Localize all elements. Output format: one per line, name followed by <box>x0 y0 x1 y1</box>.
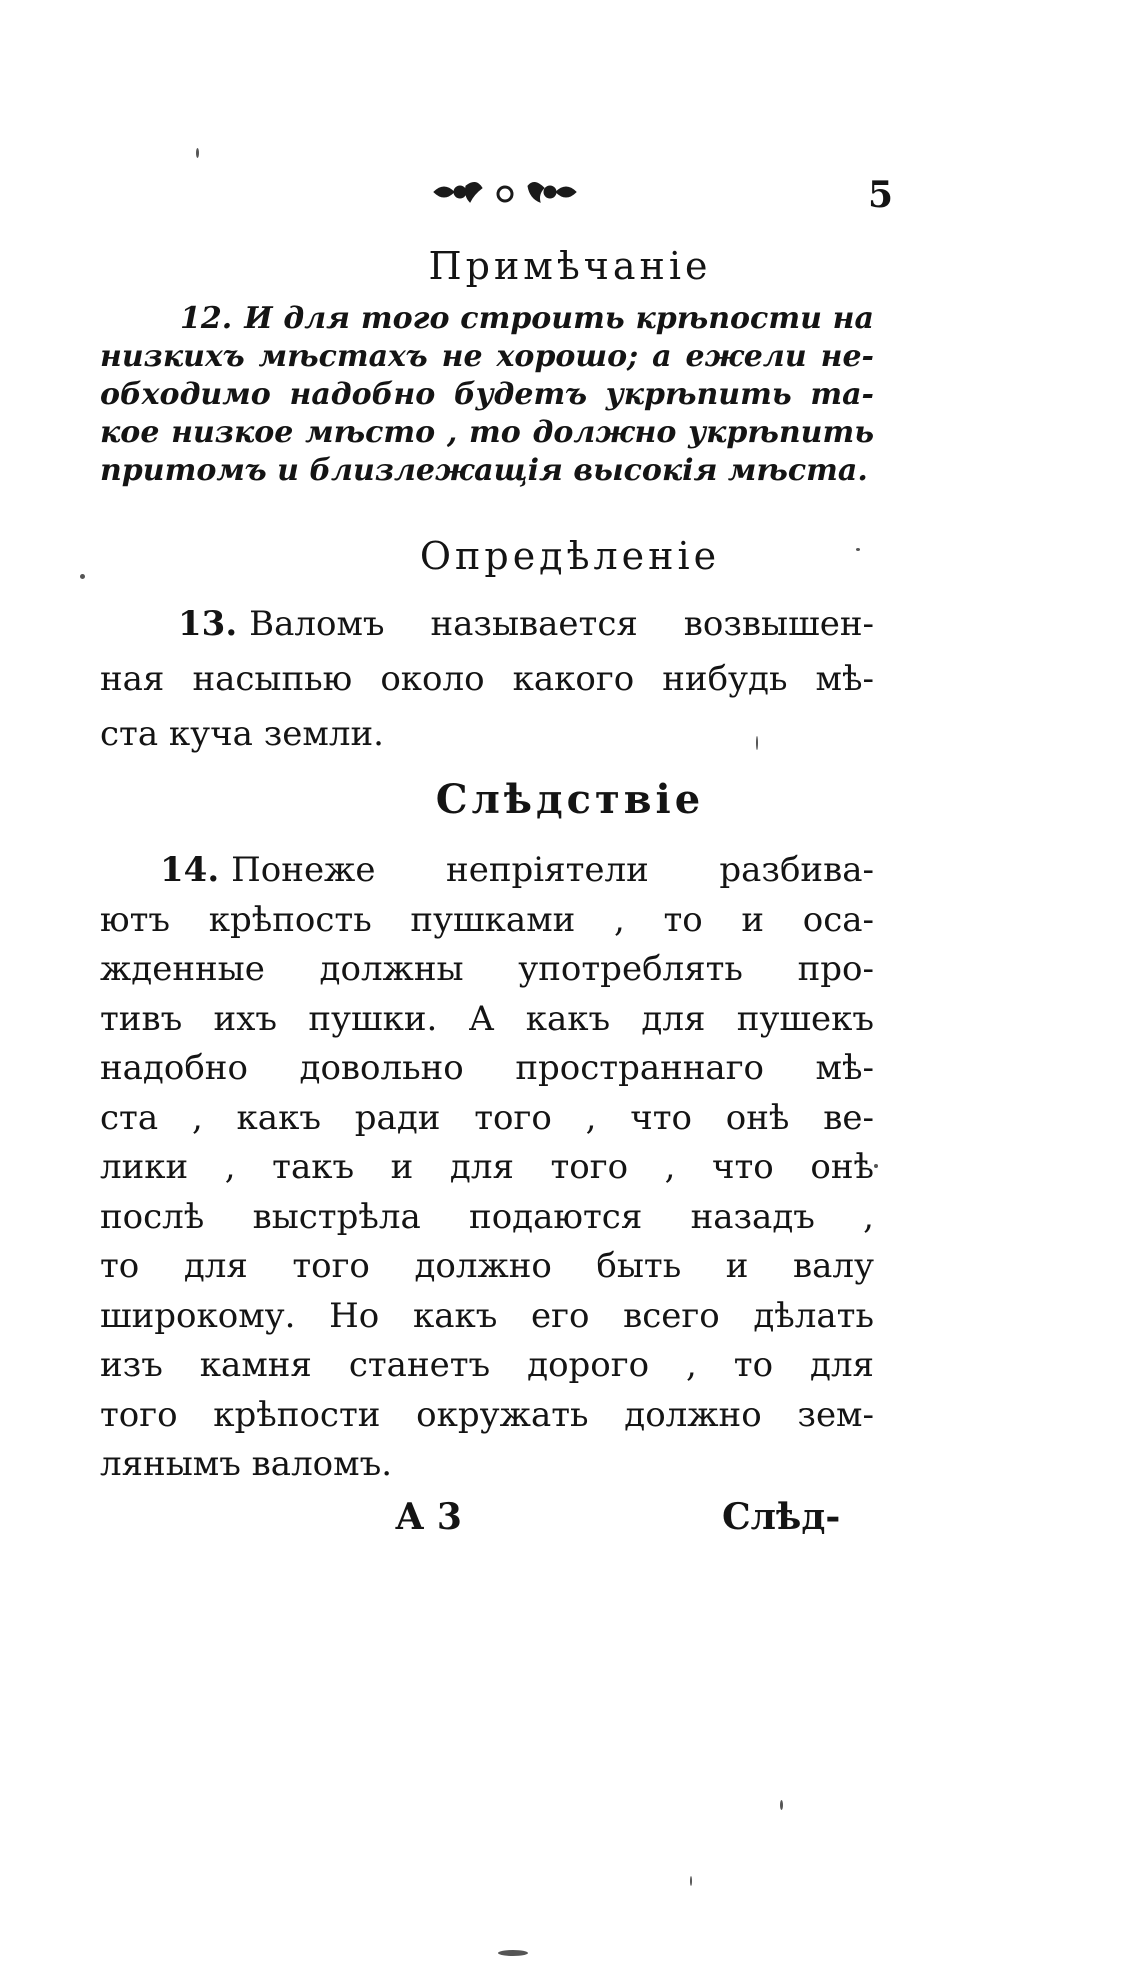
scan-speck <box>780 1800 783 1810</box>
paragraph-line: ста , какъ ради того , что онѣ ве- <box>100 1097 874 1138</box>
paragraph-line: тивъ ихъ пушки. А какъ для пушекъ <box>100 998 874 1039</box>
page-number: 5 <box>868 174 894 216</box>
paragraph-line: ютъ крѣпость пушками , то и оса- <box>100 899 874 940</box>
paragraph-line: 12. И для того строить крѣпости на <box>180 301 874 336</box>
paragraph-14 <box>100 846 874 1490</box>
scan-speck <box>856 548 860 551</box>
paragraph-number: 14. <box>160 850 220 890</box>
page-footer <box>0 1496 1140 1546</box>
paragraph-13 <box>100 597 874 762</box>
paragraph-line: ста куча земли. <box>100 714 384 754</box>
paragraph-line: обходимо надобно будетъ укрѣпить та- <box>100 377 874 412</box>
paragraph-line: лики , такъ и для того , что онѣ <box>100 1147 874 1187</box>
paragraph-line: 13. Валомъ называется возвышен- <box>178 604 874 644</box>
paragraph-line: ная насыпью около какого нибудь мѣ- <box>100 659 874 699</box>
paragraph-number: 13. <box>178 604 238 644</box>
scan-speck <box>80 574 85 579</box>
scan-speck <box>196 148 199 158</box>
scan-speck <box>756 736 758 750</box>
paragraph-line: то для того должно быть и валу <box>100 1246 874 1286</box>
catchword: Слѣд- <box>722 1496 841 1538</box>
paragraph-12 <box>100 300 874 490</box>
scan-speck <box>874 1164 878 1168</box>
paragraph-line: широкому. Но какъ его всего дѣлать <box>100 1295 874 1336</box>
paragraph-line: притомъ и близлежащія высокія мѣста. <box>100 453 868 488</box>
paragraph-line: послѣ выстрѣла подаются назадъ , <box>100 1196 874 1237</box>
scan-speck <box>690 1876 692 1886</box>
scan-speck <box>498 1950 528 1956</box>
paragraph-line: того крѣпости окружать должно зем- <box>100 1394 874 1435</box>
paragraph-line: лянымъ валомъ. <box>100 1444 393 1484</box>
ornament-icon <box>430 172 580 214</box>
paragraph-line: изъ камня станетъ дорого , то для <box>100 1345 874 1385</box>
paragraph-line: кое низкое мѣсто , то должно укрѣпить <box>100 415 874 450</box>
paragraph-line: надобно довольно пространнаго мѣ- <box>100 1048 874 1088</box>
section-heading-note: Примѣчаніе <box>428 244 712 288</box>
section-heading-corollary: Слѣдствіе <box>435 776 705 823</box>
paragraph-number: 12. <box>180 301 233 336</box>
paragraph-line: жденные должны употреблять про- <box>100 949 874 989</box>
section-heading-definition: Опредѣленіе <box>419 534 721 578</box>
signature-mark: А 3 <box>395 1496 462 1538</box>
paragraph-line: 14. Понеже непріятели разбива- <box>160 850 874 890</box>
paragraph-line: низкихъ мѣстахъ не хорошо; а ежели не- <box>100 339 874 374</box>
page-header <box>0 172 1140 222</box>
